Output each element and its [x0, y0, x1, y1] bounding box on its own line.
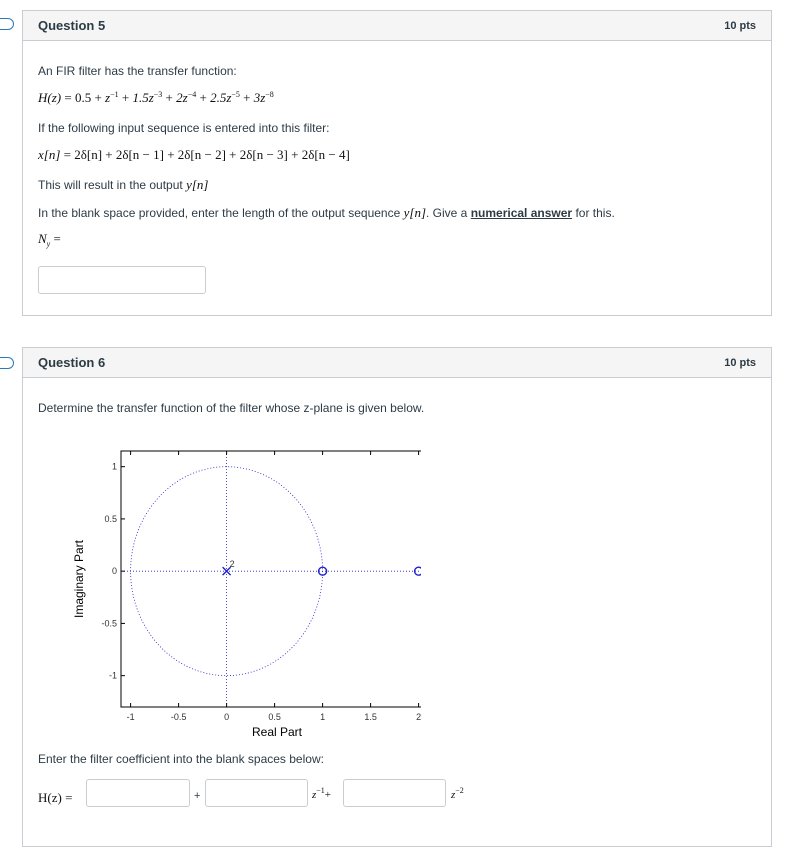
x-axis-label: Real Part — [251, 725, 303, 739]
x-tick-label: 1 — [320, 712, 326, 722]
question-intro: An FIR filter has the transfer function: — [38, 64, 237, 78]
coefficient-prompt: Enter the filter coefficient into the blank spaces below: — [38, 752, 324, 766]
x-tick-label: -0.5 — [170, 712, 187, 722]
bookmark-icon[interactable] — [0, 357, 14, 369]
output-length-input[interactable] — [38, 266, 206, 294]
plus-sign: + — [194, 790, 201, 802]
z-inverse-term: $z^{-1}+$ — [312, 786, 332, 801]
xn-rhs: 2δ[n] + 2δ[n − 1] + 2δ[n − 2] + 2δ[n − 3] + 2δ[n − 4] — [74, 147, 350, 162]
question-title: Question 5 — [38, 18, 106, 33]
question-header — [23, 11, 771, 41]
x-tick-label: 2 — [416, 712, 421, 722]
y-tick-label: -1 — [108, 670, 117, 681]
plot-frame — [121, 451, 421, 707]
y-tick-label: 0 — [111, 566, 117, 577]
y-tick-label: -0.5 — [101, 618, 117, 629]
x-tick-label: 0 — [224, 712, 230, 722]
output-variable: y[n] — [186, 177, 209, 192]
question-5 — [22, 10, 772, 316]
pole-zero-plot — [51, 443, 421, 743]
question-title: Question 6 — [38, 355, 106, 370]
ny-label: $N_y$ = — [38, 231, 61, 249]
y-tick-label: 0.5 — [104, 513, 117, 524]
xn-lhs: x[n] — [38, 147, 61, 162]
hz-lhs: H(z) — [38, 90, 62, 105]
question-prompt: Determine the transfer function of the filter whose z-plane is given below. — [38, 401, 425, 415]
transfer-function-equation: $H(z) = 0.5 + z^{-1} + 1.5z^{-3} + 2z^{-4} + 2.5z^{-5} + 3z^{-8}$ — [38, 90, 274, 105]
y-tick-label: 1 — [111, 461, 117, 472]
question-header — [23, 348, 771, 378]
input-sequence-equation: x[n] = 2δ[n] + 2δ[n − 1] + 2δ[n − 2] + 2δ[n − 3] + 2δ[n − 4] — [38, 147, 350, 162]
coefficient-b1-input[interactable] — [205, 779, 308, 807]
x-tick-label: -1 — [126, 712, 135, 722]
x-tick-label: 1.5 — [364, 712, 377, 722]
x-tick-label: 0.5 — [268, 712, 281, 722]
input-intro: If the following input sequence is entered into this filter: — [38, 121, 330, 135]
question-6 — [22, 347, 772, 847]
bookmark-icon[interactable] — [0, 18, 14, 30]
output-text: This will result in the output y[n] — [38, 177, 209, 192]
numerical-answer-emphasis: numerical answer — [470, 206, 573, 220]
hz-label: H(z) = — [38, 790, 73, 805]
z-inverse-squared-term: $z^{-2}$ — [451, 786, 464, 801]
y-axis-label: Imaginary Part — [72, 539, 86, 619]
coefficient-b0-input[interactable] — [86, 779, 190, 807]
pole-multiplicity-label: 2 — [229, 559, 235, 570]
question-points: 10 pts — [724, 19, 756, 32]
question-points: 10 pts — [724, 356, 756, 369]
instruction-text: In the blank space provided, enter the length of the output sequence y[n]. Give a numerical answer for this. — [38, 205, 615, 220]
coefficient-b2-input[interactable] — [343, 779, 446, 807]
